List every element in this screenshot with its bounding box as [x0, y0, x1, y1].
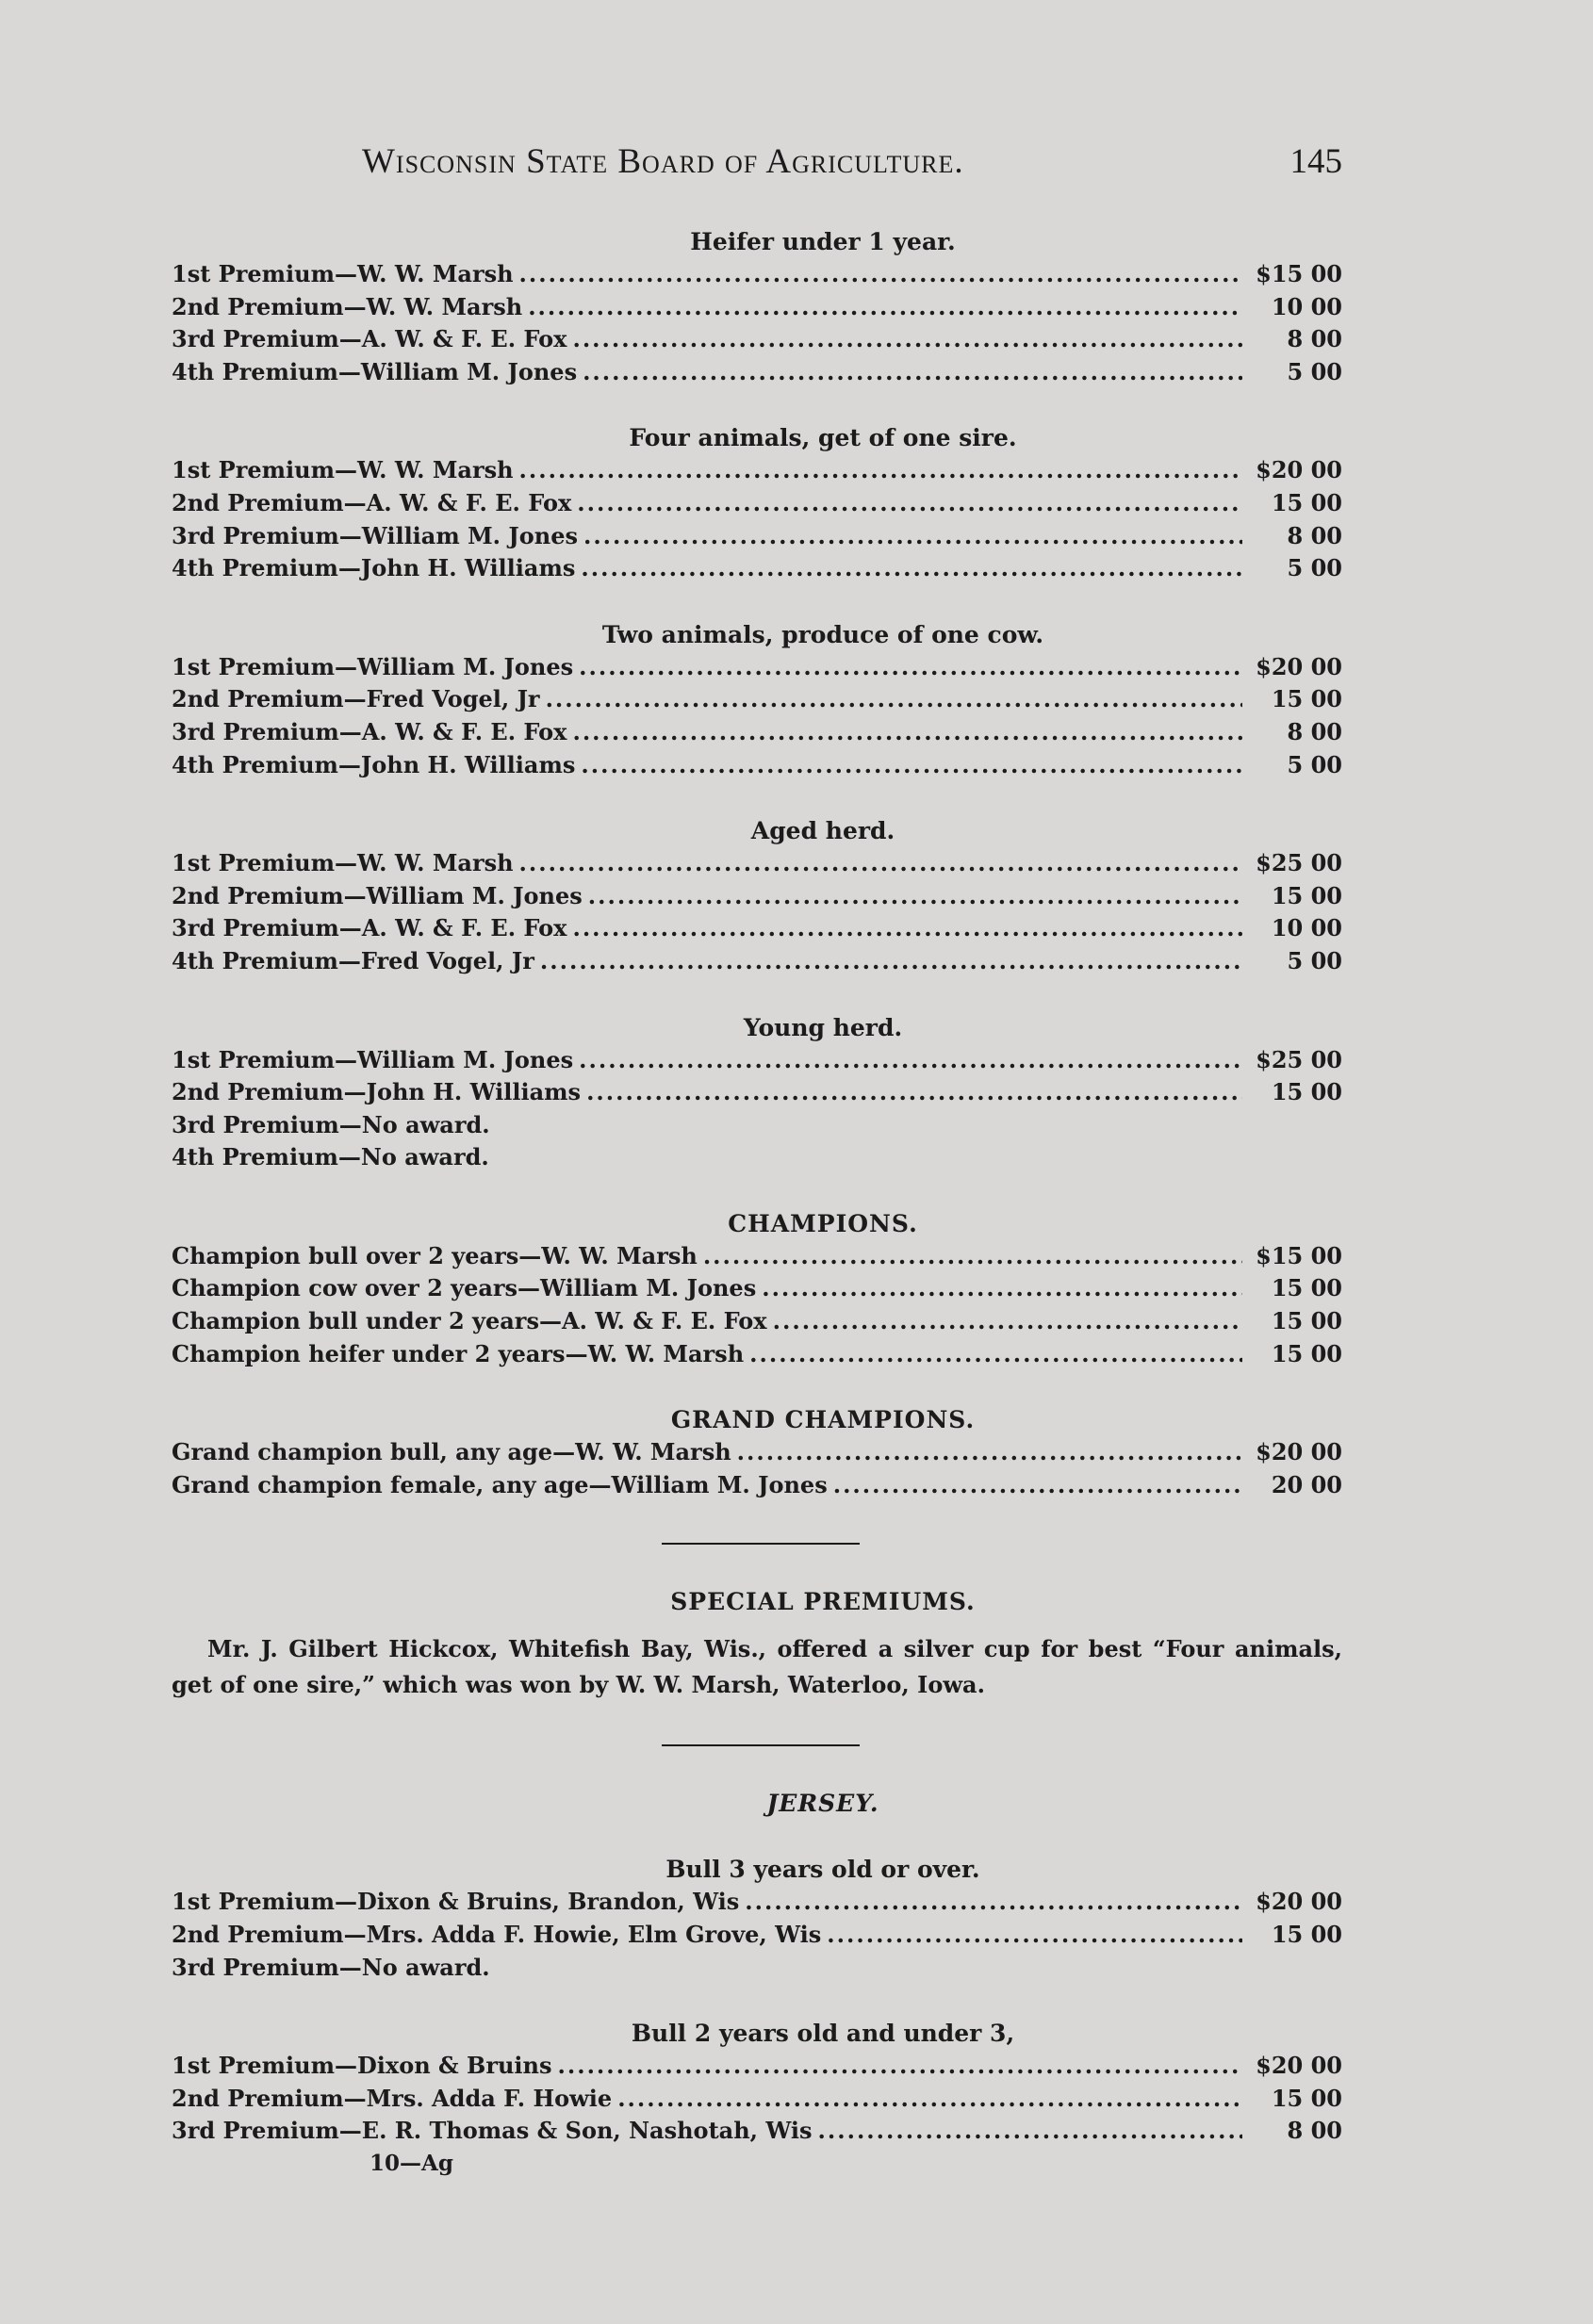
premium-amount: 15 00 — [1271, 1339, 1342, 1367]
premium-label: 1st Premium—W. W. Marsh — [172, 849, 514, 877]
leader-dots — [583, 356, 1242, 389]
leader-dots — [519, 847, 1242, 880]
premium-label: 1st Premium—Dixon & Bruins — [172, 2052, 552, 2080]
leader-dots — [827, 1919, 1242, 1952]
leader-dots — [528, 291, 1242, 324]
leader-dots — [558, 2050, 1243, 2083]
premium-label: 4th Premium—John H. Williams — [172, 750, 576, 778]
leader-dots — [749, 1338, 1242, 1371]
premium-sections — [172, 226, 1342, 1501]
leader-dots — [586, 1076, 1242, 1109]
premium-label: 3rd Premium—A. W. & F. E. Fox — [172, 914, 567, 942]
premium-row — [172, 1338, 1342, 1371]
leader-dots — [583, 520, 1242, 553]
leader-dots — [572, 912, 1242, 945]
leader-dots — [762, 1272, 1242, 1305]
divider-rule — [662, 1744, 860, 1746]
premium-row — [172, 1044, 1342, 1077]
premium-label: Champion bull under 2 years—A. W. & F. E. Fox — [172, 1307, 767, 1335]
leader-dots — [572, 716, 1242, 749]
premium-label: 2nd Premium—Mrs. Adda F. Howie — [172, 2084, 613, 2112]
leader-dots — [546, 683, 1242, 716]
premium-label: 1st Premium—W. W. Marsh — [172, 456, 514, 484]
premium-row — [172, 683, 1342, 716]
premium-amount: 5 00 — [1287, 554, 1342, 582]
page-number: 145 — [1289, 142, 1342, 181]
leader-dots — [519, 454, 1242, 487]
premium-amount: $15 00 — [1256, 1241, 1342, 1269]
premium-amount: 8 00 — [1287, 2117, 1342, 2145]
premium-row — [172, 1919, 1342, 1952]
premium-amount: $15 00 — [1256, 260, 1342, 287]
premium-row — [172, 2083, 1342, 2116]
premium-amount: $25 00 — [1256, 1045, 1342, 1073]
section-title: Two animals, produce of one cow. — [601, 620, 1044, 648]
premium-label: 2nd Premium—A. W. & F. E. Fox — [172, 488, 572, 516]
special-premiums-text: Mr. J. Gilbert Hickcox, Whitefish Bay, Wis., offered a silver cup for best “Four animals, get of one sire,” which was won by W. W. Marsh, Waterloo, Iowa. — [172, 1635, 1342, 1699]
jersey-breed-title: JERSEY. — [766, 1790, 879, 1818]
premium-row — [172, 2050, 1342, 2083]
premium-amount: $20 00 — [1256, 652, 1342, 680]
premium-label: 3rd Premium—A. W. & F. E. Fox — [172, 325, 567, 353]
premium-row — [172, 847, 1342, 880]
leader-dots — [572, 323, 1242, 356]
premium-row — [172, 716, 1342, 749]
premium-amount: 5 00 — [1287, 946, 1342, 974]
premium-row — [172, 1469, 1342, 1502]
premium-amount: 15 00 — [1271, 685, 1342, 713]
premium-row — [172, 1952, 1342, 1985]
premium-amount: $20 00 — [1256, 1438, 1342, 1466]
page-content — [172, 226, 1342, 2180]
leader-dots — [818, 2115, 1242, 2148]
premium-amount: 8 00 — [1287, 717, 1342, 745]
premium-amount: 15 00 — [1271, 1274, 1342, 1302]
premium-amount: 10 00 — [1271, 292, 1342, 320]
premium-row — [172, 1436, 1342, 1469]
premium-label: 2nd Premium—W. W. Marsh — [172, 292, 523, 320]
premium-row — [172, 258, 1342, 291]
leader-dots — [703, 1240, 1242, 1273]
premium-amount: 5 00 — [1287, 750, 1342, 778]
premium-label: 1st Premium—William M. Jones — [172, 652, 574, 680]
premium-row — [172, 487, 1342, 520]
premium-label: 4th Premium—John H. Williams — [172, 554, 576, 582]
leader-dots — [519, 258, 1242, 291]
leader-dots — [833, 1469, 1242, 1502]
premium-amount: 15 00 — [1271, 1078, 1342, 1106]
premium-row — [172, 651, 1342, 684]
premium-label: 1st Premium—Dixon & Bruins, Brandon, Wis — [172, 1888, 740, 1916]
premium-amount: $20 00 — [1256, 456, 1342, 484]
premium-amount: 15 00 — [1271, 1307, 1342, 1335]
premium-label: Champion bull over 2 years—W. W. Marsh — [172, 1241, 698, 1269]
premium-row — [172, 454, 1342, 487]
section-title: CHAMPIONS. — [728, 1209, 918, 1237]
divider-rule — [662, 1543, 860, 1545]
jersey-sections — [172, 1854, 1342, 2148]
premium-row — [172, 552, 1342, 585]
premium-label: 4th Premium—Fred Vogel, Jr — [172, 946, 534, 974]
premium-label: 3rd Premium—E. R. Thomas & Son, Nashotah, Wis — [172, 2117, 813, 2145]
leader-dots — [579, 1044, 1242, 1077]
premium-row — [172, 1886, 1342, 1919]
premium-amount: 15 00 — [1271, 2084, 1342, 2112]
premium-row — [172, 1109, 1342, 1142]
section-title: Heifer under 1 year. — [690, 228, 956, 255]
premium-label: 3rd Premium—A. W. & F. E. Fox — [172, 717, 567, 745]
premium-row — [172, 291, 1342, 324]
section-title: Aged herd. — [750, 817, 895, 845]
premium-amount: $20 00 — [1256, 1888, 1342, 1916]
premium-row — [172, 356, 1342, 389]
leader-dots — [540, 945, 1242, 978]
leader-dots — [581, 749, 1242, 782]
leader-dots — [588, 880, 1242, 913]
premium-label: Grand champion bull, any age—W. W. Marsh — [172, 1438, 731, 1466]
premium-row — [172, 1240, 1342, 1273]
premium-row — [172, 323, 1342, 356]
premium-row — [172, 749, 1342, 782]
premium-row — [172, 2115, 1342, 2148]
premium-label: 2nd Premium—John H. Williams — [172, 1078, 582, 1106]
premium-label: Grand champion female, any age—William M. Jones — [172, 1470, 828, 1498]
leader-dots — [617, 2083, 1242, 2116]
premium-amount: 15 00 — [1271, 1921, 1342, 1949]
section-title: GRAND CHAMPIONS. — [670, 1406, 976, 1434]
premium-amount: 20 00 — [1271, 1470, 1342, 1498]
leader-dots — [745, 1886, 1242, 1919]
premium-row — [172, 1305, 1342, 1338]
premium-label: 4th Premium—No award. — [172, 1143, 489, 1171]
leader-dots — [577, 487, 1242, 520]
section-title: Four animals, get of one sire. — [629, 424, 1017, 452]
premium-amount: $25 00 — [1256, 849, 1342, 877]
premium-row — [172, 945, 1342, 978]
premium-label: Champion heifer under 2 years—W. W. Marsh — [172, 1339, 745, 1367]
signature-mark: 10—Ag — [370, 2151, 453, 2176]
page-header — [362, 141, 1342, 179]
premium-amount: 5 00 — [1287, 357, 1342, 385]
premium-label: 4th Premium—William M. Jones — [172, 357, 578, 385]
section-title: Young herd. — [743, 1013, 903, 1041]
premium-row — [172, 520, 1342, 553]
special-premiums-title: SPECIAL PREMIUMS. — [670, 1588, 976, 1616]
premium-label: 1st Premium—William M. Jones — [172, 1045, 574, 1073]
leader-dots — [581, 552, 1242, 585]
premium-label: Champion cow over 2 years—William M. Jones — [172, 1274, 757, 1302]
premium-row — [172, 880, 1342, 913]
premium-label: 1st Premium—W. W. Marsh — [172, 260, 514, 287]
premium-label: 3rd Premium—No award. — [172, 1953, 490, 1981]
premium-amount: 15 00 — [1271, 488, 1342, 516]
premium-amount: 10 00 — [1271, 914, 1342, 942]
leader-dots — [773, 1305, 1242, 1338]
running-title: Wisconsin State Board of Agriculture. — [362, 142, 964, 181]
premium-amount: 8 00 — [1287, 325, 1342, 353]
leader-dots — [579, 651, 1242, 684]
premium-amount: 8 00 — [1287, 521, 1342, 549]
premium-label: 2nd Premium—William M. Jones — [172, 881, 583, 909]
premium-label: 2nd Premium—Fred Vogel, Jr — [172, 685, 540, 713]
premium-row — [172, 1272, 1342, 1305]
premium-label: 3rd Premium—William M. Jones — [172, 521, 578, 549]
premium-row — [172, 912, 1342, 945]
premium-row — [172, 1141, 1342, 1174]
section-title: Bull 2 years old and under 3, — [631, 2020, 1015, 2048]
section-title: Bull 3 years old or over. — [665, 1856, 980, 1884]
premium-label: 3rd Premium—No award. — [172, 1110, 490, 1138]
premium-label: 2nd Premium—Mrs. Adda F. Howie, Elm Grove, Wis — [172, 1921, 822, 1949]
premium-amount: $20 00 — [1256, 2052, 1342, 2080]
premium-amount: 15 00 — [1271, 881, 1342, 909]
leader-dots — [737, 1436, 1242, 1469]
premium-row — [172, 1076, 1342, 1109]
